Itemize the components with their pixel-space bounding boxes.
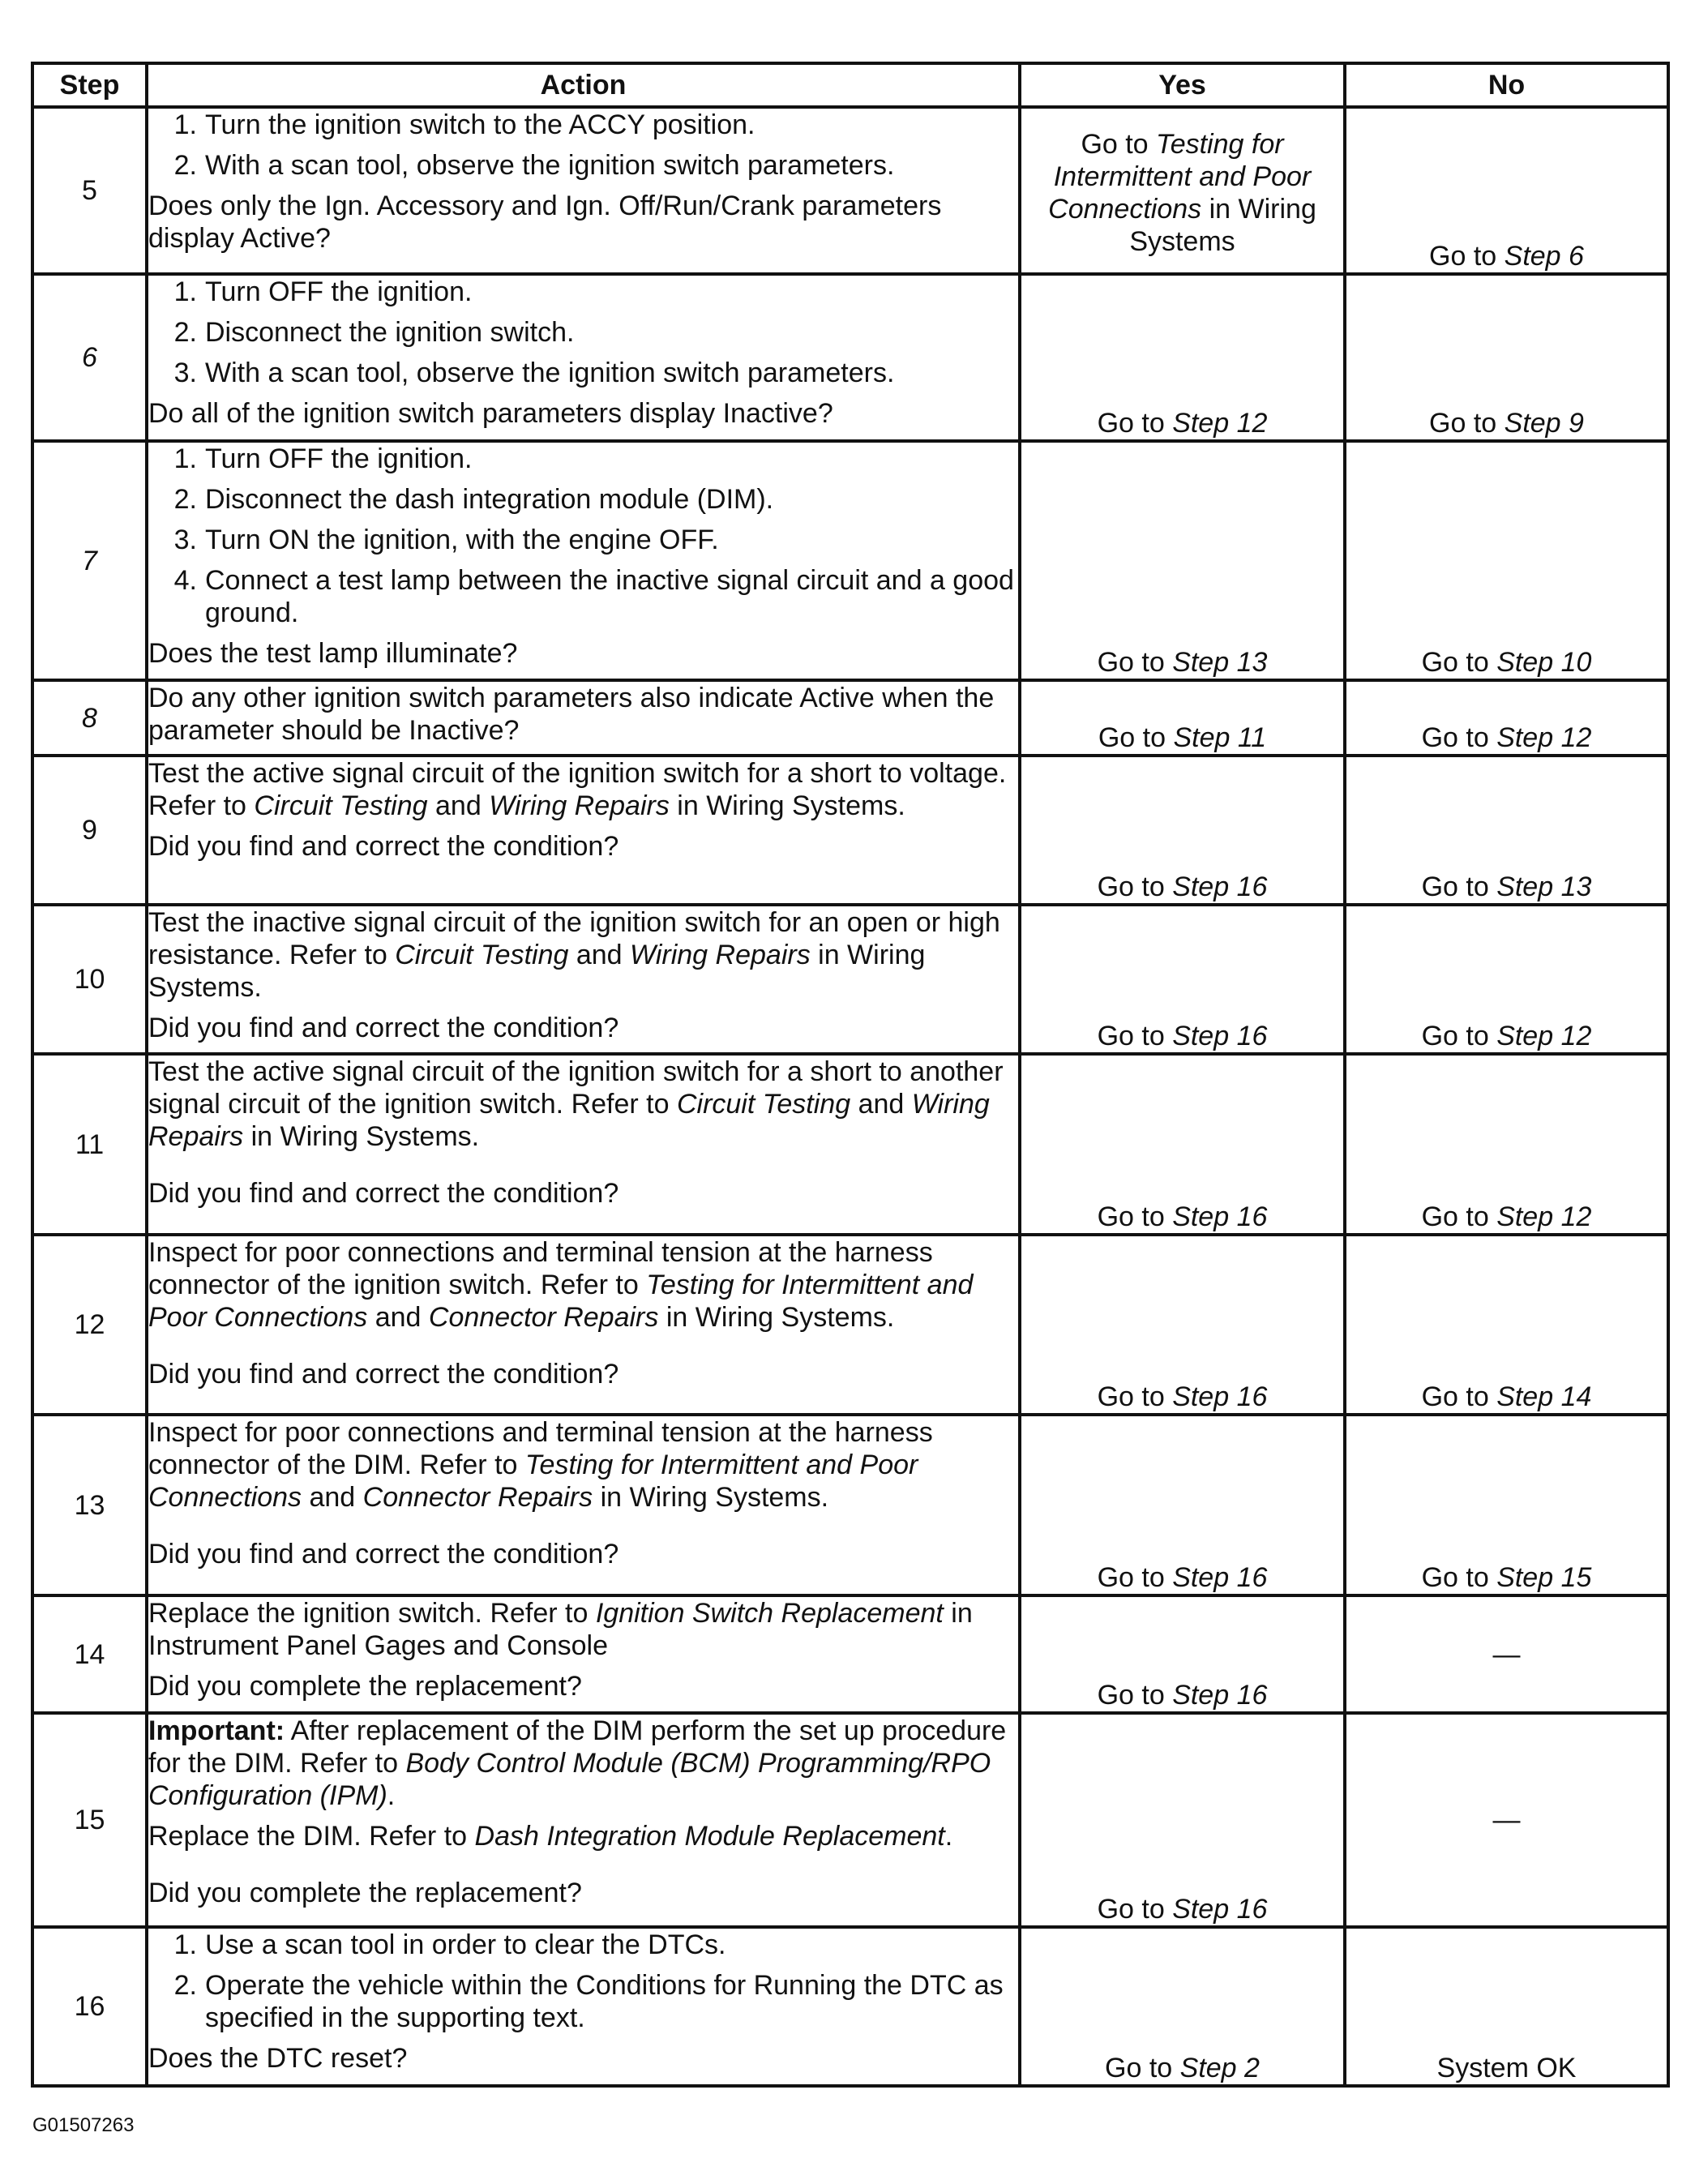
substep: Operate the vehicle within the Conditions for Running the DTC as specified in the supporting text. [205,1970,1004,2033]
no-cell: Go to Step 14 [1345,1235,1668,1415]
table-row [32,680,1668,756]
no-link[interactable]: Step 10 [1496,647,1592,678]
table-row [32,1927,1668,2086]
yes-cell: Go to Step 12 [1020,274,1345,441]
table-row [32,274,1668,441]
table-header-row [32,63,1668,107]
substep: Disconnect the ignition switch. [205,317,575,348]
action-text: Inspect for poor connections and terminal tension at the harness connector of the ignition switch. Refer to Testing for Intermittent and Poor Connections and Connector Repairs in Wiring Systems. [148,1237,974,1333]
action-question: Did you find and correct the condition? [148,1539,619,1569]
reference-link[interactable]: Body Control Module (BCM) Programming/RPO Configuration (IPM) [148,1748,991,1811]
no-cell: Go to Step 12 [1345,905,1668,1054]
step-number: 10 [32,905,147,1054]
yes-link[interactable]: Step 16 [1172,1894,1268,1925]
yes-link[interactable]: Step 13 [1172,647,1268,678]
table-row [32,1415,1668,1595]
action-text: Replace the ignition switch. Refer to Ignition Switch Replacement in Instrument Panel Gages and Console [148,1598,973,1661]
table-row [32,1054,1668,1235]
table-row [32,441,1668,680]
action-question: Did you find and correct the condition? [148,831,619,862]
reference-link[interactable]: Circuit Testing [395,940,569,970]
yes-cell: Go to Step 16 [1020,1235,1345,1415]
header-action: Action [147,63,1020,107]
substep: Turn ON the ignition, with the engine OFF. [205,525,719,555]
no-link[interactable]: Step 15 [1496,1562,1592,1593]
action-text: Test the inactive signal circuit of the ignition switch for an open or high resistance. Refer to Circuit Testing and Wiring Repairs in Wiring Systems. [148,907,1000,1003]
yes-cell: Go to Step 16 [1020,756,1345,905]
action-cell: 1. Use a scan tool in order to clear the DTCs. 2. Operate the vehicle within the Conditions for Running the DTC as specified in the supporting text. Does the DTC reset? [147,1927,1020,2086]
table-row [32,107,1668,274]
action-question: Did you find and correct the condition? [148,1359,619,1390]
header-no: No [1345,63,1668,107]
table-row [32,1595,1668,1713]
step-number: 6 [32,274,147,441]
figure-id: G01507263 [32,2114,135,2136]
table-row [32,1713,1668,1927]
step-number: 13 [32,1415,147,1595]
action-question: Did you find and correct the condition? [148,1013,619,1043]
step-number: 15 [32,1713,147,1927]
reference-link[interactable]: Wiring Repairs [630,940,811,970]
no-link[interactable]: Step 12 [1496,1021,1592,1051]
yes-link[interactable]: Step 11 [1173,722,1267,753]
yes-cell: Go to Step 16 [1020,905,1345,1054]
action-text: Inspect for poor connections and terminal tension at the harness connector of the DIM. Refer to Testing for Intermittent and Poor Connections and Connector Repairs in Wiring Systems. [148,1417,933,1513]
yes-link[interactable]: Step 16 [1172,1021,1268,1051]
no-cell: Go to Step 15 [1345,1415,1668,1595]
no-cell: — [1345,1595,1668,1713]
action-question: Does only the Ign. Accessory and Ign. Off/Run/Crank parameters display Active? [148,191,942,254]
step-number: 12 [32,1235,147,1415]
no-cell: Go to Step 6 [1345,107,1668,274]
yes-cell: Go to Testing for Intermittent and Poor Connections in Wiring Systems [1020,107,1345,274]
important-note: Important: After replacement of the DIM perform the set up procedure for the DIM. Refer to Body Control Module (BCM) Programming/RPO Configuration (IPM). [148,1715,1007,1811]
action-question: Did you complete the replacement? [148,1878,582,1908]
yes-cell: Go to Step 16 [1020,1054,1345,1235]
reference-link[interactable]: Connector Repairs [362,1482,593,1513]
step-number: 16 [32,1927,147,2086]
action-cell [147,905,1020,1054]
action-cell [147,1415,1020,1595]
no-link[interactable]: Step 12 [1496,1201,1592,1232]
yes-link[interactable]: Step 16 [1172,871,1268,902]
no-cell: System OK [1345,1927,1668,2086]
action-question: Did you find and correct the condition? [148,1178,619,1209]
reference-link[interactable]: Circuit Testing [676,1089,851,1120]
step-number: 14 [32,1595,147,1713]
no-cell: Go to Step 12 [1345,1054,1668,1235]
substep: Connect a test lamp between the inactive signal circuit and a good ground. [205,565,1014,628]
step-number: 7 [32,441,147,680]
reference-link[interactable]: Dash Integration Module Replacement [474,1821,945,1852]
no-link[interactable]: Step 12 [1496,722,1592,753]
yes-link[interactable]: Step 16 [1172,1562,1268,1593]
reference-link[interactable]: Testing for Intermittent and Poor Connections [148,1270,974,1333]
step-number: 8 [32,680,147,756]
header-yes: Yes [1020,63,1345,107]
no-link[interactable]: Step 13 [1496,871,1592,902]
table-row [32,756,1668,905]
yes-cell: Go to Step 13 [1020,441,1345,680]
action-cell: 1. Turn the ignition switch to the ACCY position. 2. With a scan tool, observe the ignition switch parameters. Does only the Ign. Accessory and Ign. Off/Run/Crank parameters display Active? [147,107,1020,274]
yes-cell: Go to Step 16 [1020,1595,1345,1713]
substep: Disconnect the dash integration module (DIM). [205,484,774,515]
substep: With a scan tool, observe the ignition switch parameters. [205,150,895,181]
step-number: 9 [32,756,147,905]
yes-link[interactable]: Step 16 [1172,1381,1268,1412]
action-cell [147,756,1020,905]
table-row [32,1235,1668,1415]
step-number: 5 [32,107,147,274]
reference-link[interactable]: Ignition Switch Replacement [595,1598,944,1629]
action-cell [147,1054,1020,1235]
no-link[interactable]: Step 6 [1504,241,1584,272]
no-cell: Go to Step 13 [1345,756,1668,905]
yes-cell: Go to Step 16 [1020,1713,1345,1927]
no-link[interactable]: Step 14 [1496,1381,1592,1412]
no-cell: Go to Step 9 [1345,274,1668,441]
reference-link[interactable]: Circuit Testing [254,790,428,821]
yes-link[interactable]: Testing for Intermittent and Poor Connections [1048,129,1312,225]
yes-link[interactable]: Step 2 [1179,2053,1260,2083]
header-step: Step [32,63,147,107]
no-cell: — [1345,1713,1668,1927]
action-question: Does the test lamp illuminate? [148,638,518,669]
substep: Turn OFF the ignition. [205,276,473,307]
action-question: Does the DTC reset? [148,2043,408,2074]
table-row [32,905,1668,1054]
yes-link[interactable]: Step 16 [1172,1680,1268,1711]
substep: Use a scan tool in order to clear the DTCs. [205,1929,726,1960]
reference-link[interactable]: Connector Repairs [428,1302,659,1333]
action-text: Test the active signal circuit of the ignition switch for a short to another signal circuit of the ignition switch. Refer to Circuit Testing and Wiring Repairs in Wiring Systems. [148,1056,1004,1152]
action-cell: 1. Turn OFF the ignition. 2. Disconnect the ignition switch. 3. With a scan tool, observe the ignition switch parameters. Do all of the ignition switch parameters display Inactive? [147,274,1020,441]
action-question: Do all of the ignition switch parameters display Inactive? [148,398,833,429]
action-cell [147,1713,1020,1927]
no-cell: Go to Step 12 [1345,680,1668,756]
substep: Turn OFF the ignition. [205,443,473,474]
action-text: Replace the DIM. Refer to Dash Integration Module Replacement. [148,1821,953,1852]
action-cell: 1. Turn OFF the ignition. 2. Disconnect the dash integration module (DIM). 3. Turn ON the ignition, with the engine OFF. 4. Connect a test lamp between the inactive signal circuit and a good ground. Does the test lamp illuminate? [147,441,1020,680]
no-link[interactable]: Step 9 [1504,408,1584,439]
action-question: Did you complete the replacement? [148,1671,582,1702]
reference-link[interactable]: Testing for Intermittent and Poor Connections [148,1450,918,1513]
yes-link[interactable]: Step 16 [1172,1201,1268,1232]
yes-link[interactable]: Step 12 [1172,408,1268,439]
no-cell: Go to Step 10 [1345,441,1668,680]
action-cell [147,1595,1020,1713]
yes-cell: Go to Step 16 [1020,1415,1345,1595]
substep: Turn the ignition switch to the ACCY position. [205,109,755,140]
reference-link[interactable]: Wiring Repairs [489,790,670,821]
reference-link[interactable]: Wiring Repairs [148,1089,990,1152]
substep: With a scan tool, observe the ignition switch parameters. [205,358,895,388]
step-number: 11 [32,1054,147,1235]
action-cell [147,1235,1020,1415]
diagnostic-steps-table [31,62,1670,2088]
action-cell [147,680,1020,756]
yes-cell: Go to Step 11 [1020,680,1345,756]
yes-cell: Go to Step 2 [1020,1927,1345,2086]
action-text: Do any other ignition switch parameters also indicate Active when the parameter should be Inactive? [148,683,995,746]
action-text: Test the active signal circuit of the ignition switch for a short to voltage. Refer to Circuit Testing and Wiring Repairs in Wiring Systems. [148,758,1007,821]
